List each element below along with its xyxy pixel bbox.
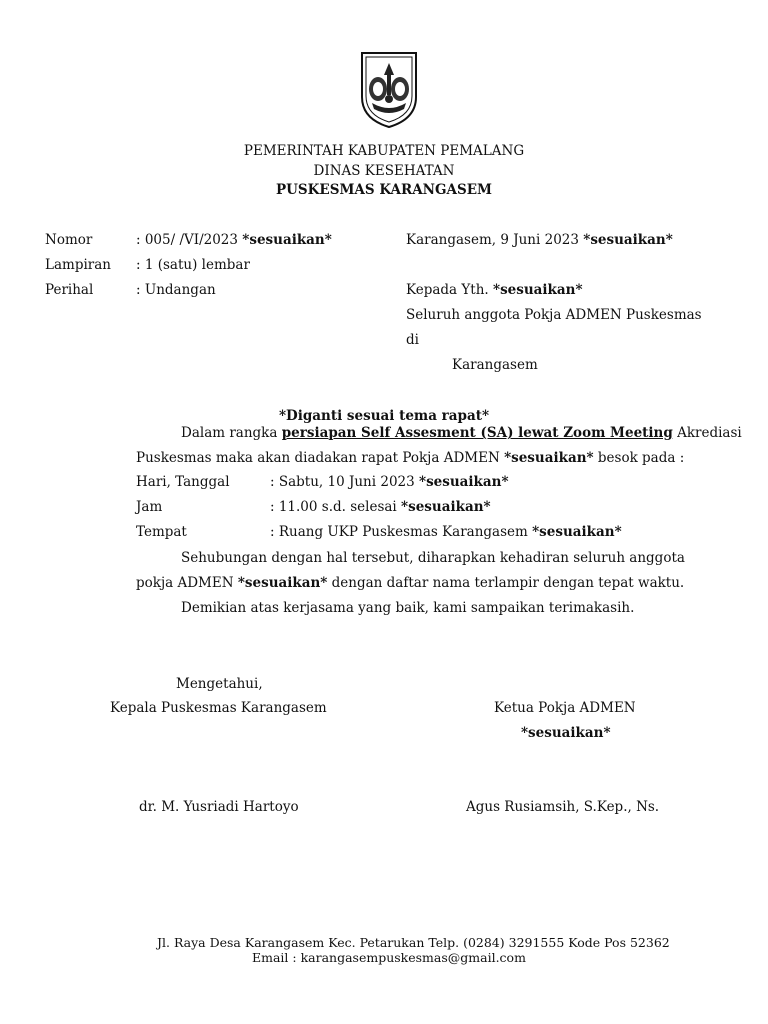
hari-label: Hari, Tanggal	[136, 474, 230, 490]
p1-text-c: Puskesmas maka akan diadakan rapat Pokja ADMEN	[136, 450, 505, 466]
tema-note: *Diganti sesuai tema rapat*	[278, 408, 490, 424]
pemalang-regency-emblem-icon	[358, 49, 420, 129]
jam-value	[270, 499, 491, 515]
recipient-line-3: Karangasem	[452, 357, 538, 373]
kepada-line	[406, 282, 583, 298]
p2-text-b: pokja ADMEN	[136, 575, 238, 591]
header-line-2: DINAS KESEHATAN	[313, 163, 455, 179]
paragraph-2-line-1: Sehubungan dengan hal tersebut, diharapkan kehadiran seluruh anggota	[181, 550, 685, 566]
right-signatory-name: Agus Rusiamsih, S.Kep., Ns.	[466, 799, 660, 815]
lampiran-label: Lampiran	[45, 257, 111, 273]
kepada-note: *sesuaikan*	[493, 282, 583, 298]
tempat-label: Tempat	[136, 524, 187, 540]
header-line-1: PEMERINTAH KABUPATEN PEMALANG	[243, 143, 525, 159]
date-line	[406, 232, 673, 248]
tempat-text: : Ruang UKP Puskesmas Karangasem	[270, 524, 533, 540]
p2-note: *sesuaikan*	[237, 575, 328, 591]
p1-note: *sesuaikan*	[504, 450, 594, 466]
right-signatory-note: *sesuaikan*	[521, 725, 611, 741]
p1-text-b: Akrediasi	[672, 425, 742, 441]
p1-text-d: besok pada :	[593, 450, 685, 466]
p1-underlined: persiapan Self Assesment (SA) lewat Zoom Meeting	[281, 425, 673, 441]
jam-label: Jam	[136, 499, 163, 515]
mengetahui-label: Mengetahui,	[176, 676, 263, 692]
tempat-note: *sesuaikan*	[532, 524, 622, 540]
footer-email: Email : karangasempuskesmas@gmail.com	[252, 950, 526, 965]
nomor-label: Nomor	[45, 232, 93, 248]
nomor-note: *sesuaikan*	[242, 232, 332, 248]
p2-text-c: dengan daftar nama terlampir dengan tepat waktu.	[327, 575, 685, 591]
paragraph-2-line-2	[136, 575, 684, 591]
recipient-line-1: Seluruh anggota Pokja ADMEN Puskesmas	[406, 307, 702, 323]
p1-text-a: Dalam rangka	[181, 425, 282, 441]
nomor-value	[136, 232, 332, 248]
hari-text: : Sabtu, 10 Juni 2023	[270, 474, 420, 490]
perihal-label: Perihal	[45, 282, 94, 298]
footer-address: Jl. Raya Desa Karangasem Kec. Petarukan Telp. (0284) 3291555 Kode Pos 52362	[157, 935, 670, 950]
hari-note: *sesuaikan*	[419, 474, 509, 490]
kepada-text: Kepada Yth.	[406, 282, 489, 298]
paragraph-1-line-2	[136, 450, 684, 466]
paragraph-1-line-1	[181, 425, 742, 441]
left-signatory-title: Kepala Puskesmas Karangasem	[110, 700, 327, 716]
recipient-line-2: di	[406, 332, 419, 348]
date-text: Karangasem, 9 Juni 2023	[406, 232, 579, 248]
date-note: *sesuaikan*	[583, 232, 673, 248]
right-signatory-title: Ketua Pokja ADMEN	[494, 700, 636, 716]
jam-note: *sesuaikan*	[401, 499, 491, 515]
perihal-value: : Undangan	[136, 282, 216, 298]
left-signatory-name: dr. M. Yusriadi Hartoyo	[139, 799, 299, 815]
lampiran-value: : 1 (satu) lembar	[136, 257, 250, 273]
hari-value	[270, 474, 509, 490]
header-line-3: PUSKESMAS KARANGASEM	[276, 182, 492, 198]
nomor-text: : 005/ /VI/2023	[136, 232, 238, 248]
tempat-value	[270, 524, 622, 540]
paragraph-3: Demikian atas kerjasama yang baik, kami sampaikan terimakasih.	[181, 600, 635, 616]
jam-text: : 11.00 s.d. selesai	[270, 499, 402, 515]
